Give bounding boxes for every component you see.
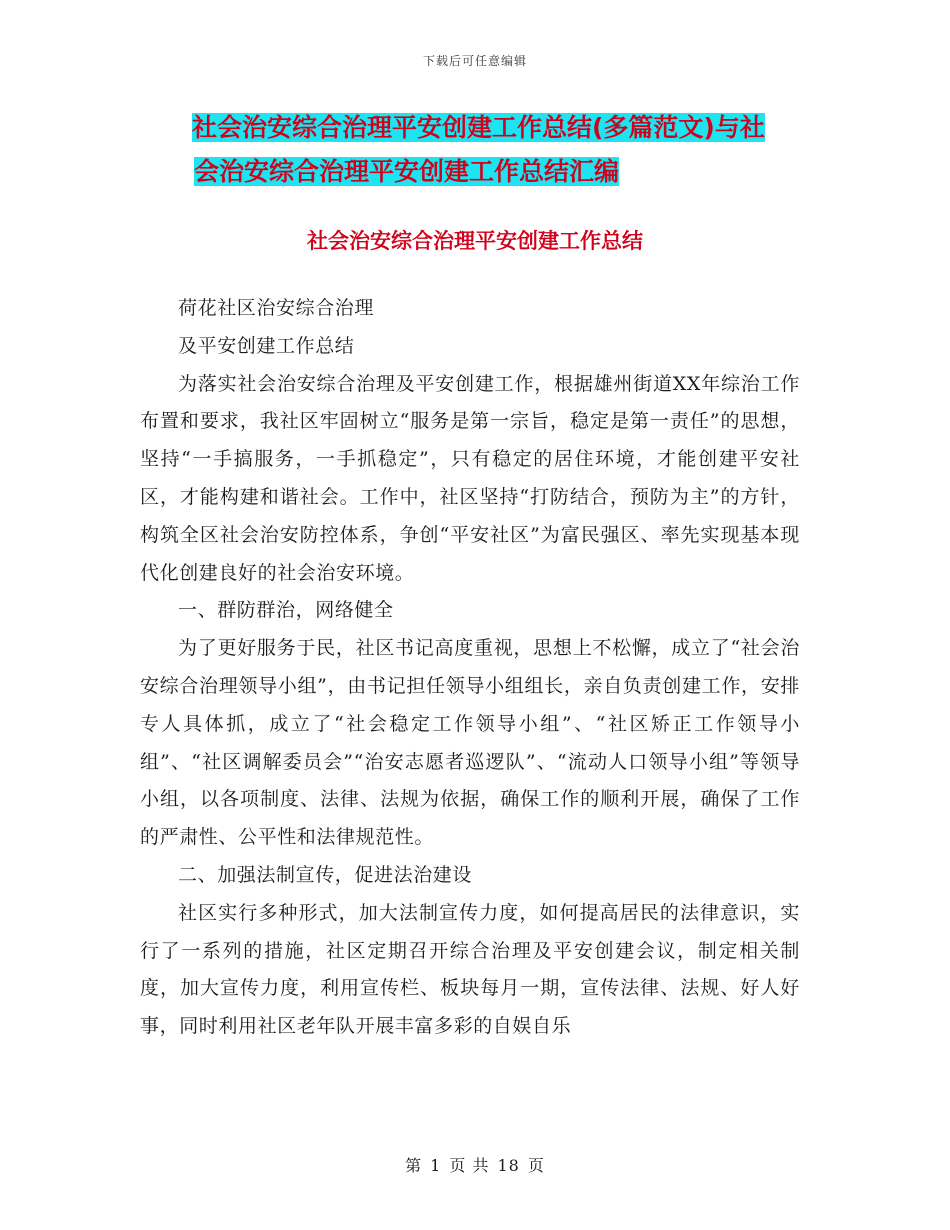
- document-title-line-2: [194, 150, 812, 194]
- document-title: [192, 106, 812, 194]
- paragraph-section-1: 为了更好服务于民，社区书记高度重视，思想上不松懈，成立了“社会治安综合治理领导小组”，由书记担任领导小组组长，亲自负责创建工作，安排专人具体抓，成立了“社会稳定工作领导小组”、“社区矫正工作领导小组”、“社区调解委员会”“治安志愿者巡逻队”、“流动人口领导小组”等领导小组，以各项制度、法律、法规为依据，确保工作的顺利开展，确保了工作的严肃性、公平性和法律规范性。: [140, 637, 800, 849]
- header-note: 下载后可任意编辑: [422, 54, 527, 68]
- footer-total-pages: 18: [497, 1156, 520, 1175]
- page-footer: [0, 1153, 950, 1176]
- paragraph-heading-1: 一、群防群治，网络健全: [178, 599, 394, 622]
- title-highlight-1: 社会治安综合治理平安创建工作总结(多篇范文)与社: [192, 113, 765, 142]
- paragraph-intro: 为落实社会治安综合治理及平安创建工作，根据雄州街道XX年综治工作布置和要求，我社区牢固树立“服务是第一宗旨，稳定是第一责任”的思想，坚持“一手搞服务，一手抓稳定”，只有稳定的居住环境，才能创建平安社区，才能构建和谐社会。工作中，社区坚持“打防结合，预防为主”的方针，构筑全区社会治安防控体系，争创“平安社区”为富民强区、率先实现基本现代化创建良好的社会治安环境。: [140, 372, 800, 584]
- footer-page-number: 1: [430, 1156, 442, 1175]
- footer-prefix: 第: [405, 1156, 423, 1175]
- paragraph-summary-title: 及平安创建工作总结: [178, 334, 355, 357]
- footer-middle: 页 共: [449, 1156, 490, 1175]
- paragraph-section-2: 社区实行多种形式，加大法制宣传力度，如何提高居民的法律意识，实行了一系列的措施，社区定期召开综合治理及平安创建会议，制定相关制度，加大宣传力度，利用宣传栏、板块每月一期，宣传法律、法规、好人好事，同时利用社区老年队开展丰富多彩的自娱自乐: [140, 901, 800, 1038]
- paragraph-org-name: 荷花社区治安综合治理: [178, 297, 375, 319]
- document-body: [140, 290, 800, 1046]
- title-highlight-2: 会治安综合治理平安创建工作总结汇编: [194, 157, 620, 186]
- section-title: 社会治安综合治理平安创建工作总结: [307, 229, 643, 253]
- document-title-line-1: [192, 106, 812, 150]
- footer-suffix: 页: [527, 1156, 545, 1175]
- paragraph-heading-2: 二、加强法制宣传，促进法治建设: [178, 863, 473, 886]
